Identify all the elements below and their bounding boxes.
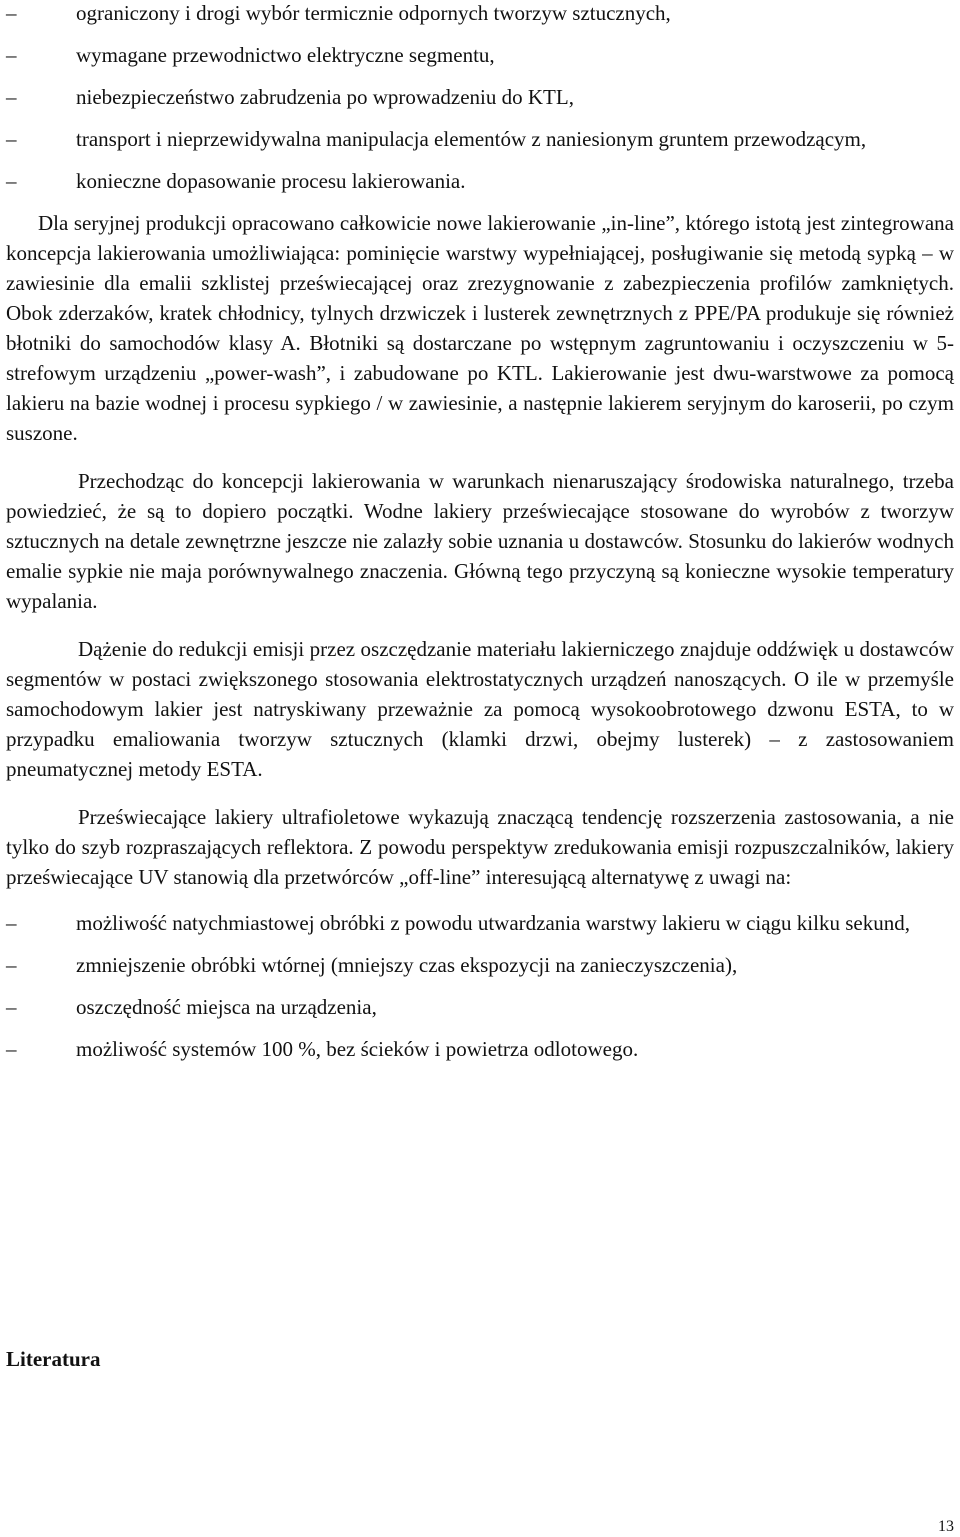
list-item-text: możliwość natychmiastowej obróbki z powodu utwardzania warstwy lakieru w ciągu kilku sekund,: [76, 911, 910, 935]
paragraph-text: Dla seryjnej produkcji opracowano całkowicie nowe lakierowanie „in-line”, którego istotą jest zintegrowana koncepcja lakierowania umożliwiająca: pominięcie warstwy wypełniającej, posługiwanie się metodą sypką – w zawiesinie dla emalii szklistej przeświecającej oraz zrezygnowanie z zabezpieczenia profilów zamkniętych. Obok zderzaków, kratek chłodnicy, tylnych drzwiczek i lusterek zewnętrznych z PPE/PA produkuje się również błotniki do samochodów klasy A. Błotniki są dostarczane po wstępnym zagruntowaniu i oczyszczeniu w 5-strefowym urządzeniu „power-wash”, i zabudowane po KTL. Lakierowanie jest dwu-warstwowe za pomocą lakieru na bazie wodnej i procesu sypkiego / w zawiesinie, a następnie lakierem seryjnym do karoserii, po czym suszone.: [6, 211, 954, 445]
dash-bullet: –: [6, 169, 17, 193]
uv-advantages-list: [6, 908, 954, 1064]
list-item-text: oszczędność miejsca na urządzenia,: [76, 995, 377, 1019]
list-item: [6, 124, 954, 154]
document-page: [6, 0, 954, 1076]
section-heading-literatura: Literatura: [6, 1347, 101, 1371]
paragraph-text: Przechodząc do koncepcji lakierowania w warunkach nienaruszający środowiska naturalnego, trzeba powiedzieć, że są to dopiero początki. Wodne lakiery przeświecające stosowane do wyrobów z tworzyw sztucznych na detale zewnętrzne jeszcze nie zalazły sobie uznania u dostawców. Stosunku do lakierów wodnych emalie sypkie nie maja porównywalnego znaczenia. Główną tego przyczyną są konieczne wysokie temperatury wypalania.: [6, 469, 954, 613]
list-item-text: ograniczony i drogi wybór termicznie odpornych tworzyw sztucznych,: [76, 1, 671, 25]
paragraph-emission-reduction: [6, 634, 954, 784]
paragraph-uv-lacquers: [6, 802, 954, 892]
page-number: 13: [938, 1518, 954, 1535]
dash-bullet: –: [6, 1037, 17, 1061]
list-item: [6, 908, 954, 938]
list-item-text: możliwość systemów 100 %, bez ścieków i powietrza odlotowego.: [76, 1037, 639, 1061]
paragraph-text: Dążenie do redukcji emisji przez oszczędzanie materiału lakierniczego znajduje oddźwięk u dostawców segmentów w postaci zwiększonego stosowania elektrostatycznych urządzeń nanoszących. O ile w przemyśle samochodowym lakier jest natryskiwany przeważnie za pomocą wysokoobrotowego dzwonu ESTA, to w przypadku emaliowania tworzyw sztucznych (klamki drzwi, obejmy lusterek) – z zastosowaniem pneumatycznej metody ESTA.: [6, 637, 954, 781]
list-item: [6, 1034, 954, 1064]
dash-bullet: –: [6, 953, 17, 977]
dash-bullet: –: [6, 995, 17, 1019]
list-item: [6, 40, 954, 70]
list-item-text: wymagane przewodnictwo elektryczne segmentu,: [76, 43, 495, 67]
list-item: [6, 992, 954, 1022]
dash-bullet: –: [6, 43, 17, 67]
dash-bullet: –: [6, 85, 17, 109]
list-item: [6, 950, 954, 980]
list-item-text: konieczne dopasowanie procesu lakierowania.: [76, 169, 466, 193]
list-item-text: zmniejszenie obróbki wtórnej (mniejszy czas ekspozycji na zanieczyszczenia),: [76, 953, 738, 977]
paragraph-environment: [6, 466, 954, 616]
paragraph-text: Przeświecające lakiery ultrafioletowe wykazują znaczącą tendencję rozszerzenia zastosowania, a nie tylko do szyb rozpraszających reflektora. Z powodu perspektyw zredukowania emisji rozpuszczalników, lakiery przeświecające UV stanowią dla przetwórców „off-line” interesującą alternatywę z uwagi na:: [6, 805, 954, 889]
dash-bullet: –: [6, 127, 17, 151]
list-item-text: transport i nieprzewidywalna manipulacja elementów z naniesionym gruntem przewodzącym,: [76, 127, 867, 151]
list-item: [6, 82, 954, 112]
list-item: [6, 0, 954, 28]
dash-bullet: –: [6, 1, 17, 25]
list-item-text: niebezpieczeństwo zabrudzenia po wprowadzeniu do KTL,: [76, 85, 574, 109]
dash-bullet: –: [6, 911, 17, 935]
paragraph-inline-painting: [6, 208, 954, 448]
drawbacks-list: [6, 0, 954, 196]
list-item: [6, 166, 954, 196]
